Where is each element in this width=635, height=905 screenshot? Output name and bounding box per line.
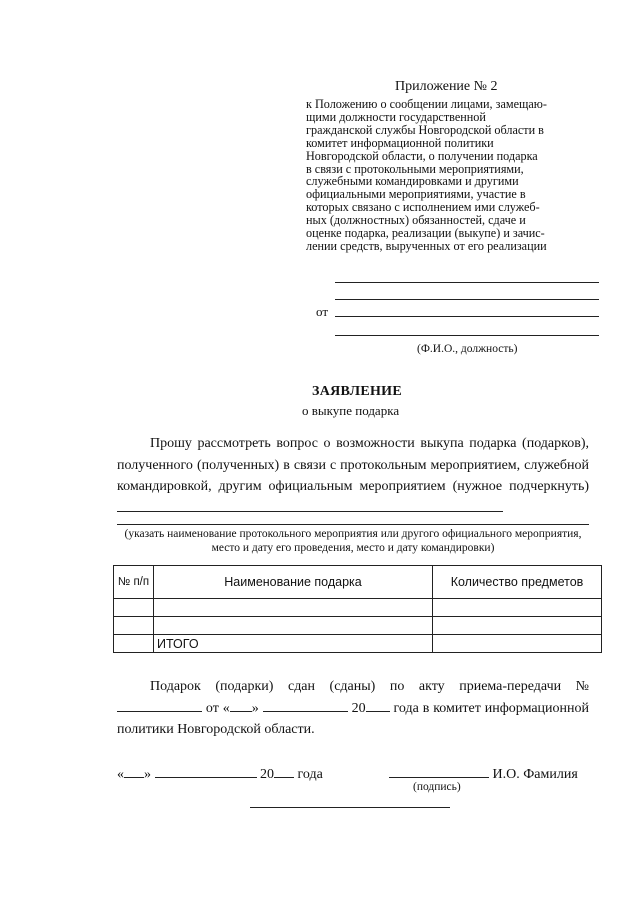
quote-open: « xyxy=(222,700,230,716)
addressee-line-3 xyxy=(335,316,599,317)
act-number-blank xyxy=(117,699,202,712)
header-gift-name: Наименование подарка xyxy=(154,566,433,599)
addressee-line-1 xyxy=(335,282,599,283)
table-cell[interactable] xyxy=(433,635,602,653)
event-blank-caption: (указать наименование протокольного мероприятия или другого официального мероприятия, место и дату его проведения, место и дату командировки) xyxy=(124,528,582,554)
table-header-row xyxy=(114,566,602,599)
event-blank-inline xyxy=(117,499,503,512)
table-row xyxy=(114,617,602,635)
event-blank-line xyxy=(117,524,589,525)
quote-close: » xyxy=(144,767,151,782)
table-cell[interactable] xyxy=(154,599,433,617)
day-blank xyxy=(124,765,144,778)
addressee-line-4 xyxy=(335,335,599,336)
quote-open: « xyxy=(117,767,124,782)
handover-paragraph xyxy=(117,676,589,741)
year-blank xyxy=(366,699,390,712)
header-quantity: Количество предметов xyxy=(433,566,602,599)
table-cell[interactable] xyxy=(154,617,433,635)
table-row xyxy=(114,599,602,617)
month-blank xyxy=(263,699,348,712)
signing-date xyxy=(117,765,323,783)
year-suffix: года xyxy=(297,767,323,782)
year-prefix: 20 xyxy=(351,700,366,716)
signature-caption: (подпись) xyxy=(413,781,461,793)
table-cell[interactable] xyxy=(433,617,602,635)
statement-subtitle: о выкупе подарка xyxy=(302,403,400,418)
month-blank xyxy=(155,765,257,778)
table-cell[interactable] xyxy=(114,635,154,653)
handover-text-end: года в комитет информационной политики Новгородской области. xyxy=(117,700,590,737)
year-blank xyxy=(274,765,294,778)
quote-close: » xyxy=(251,700,259,716)
day-blank xyxy=(230,699,252,712)
gifts-table xyxy=(113,565,602,653)
request-paragraph xyxy=(117,433,589,519)
from-label: от xyxy=(316,304,329,319)
signer-name: И.О. Фамилия xyxy=(492,767,578,782)
fio-caption: (Ф.И.О., должность) xyxy=(417,343,518,355)
appendix-title: Приложение № 2 xyxy=(395,79,498,94)
table-cell[interactable] xyxy=(114,599,154,617)
table-cell[interactable] xyxy=(114,617,154,635)
from-word: от xyxy=(205,700,219,716)
request-text: Прошу рассмотреть вопрос о возможности выкупа подарка (подарков), полученного (полученных) в связи с протокольным мероприятием, служебной командировкой, другим официальным мероприятием (нужное подчеркнуть) xyxy=(117,436,589,494)
total-label: ИТОГО xyxy=(154,635,433,653)
appendix-reference-text: к Положению о сообщении лицами, замещаю- щими должности государственной гражданской службы Новгородской области в комитет информационной политики Новгородской области, о получении подарка в связи с протокольными мероприятиями, служебными командировками и другими официальными мероприятиями, участие в которых связано с исполнением ими служеб- ных (должностных) обязанностей, сдаче и оценке подарка, реализации (выкупе) и зачис- лении средств, вырученных от его реализации xyxy=(306,97,547,253)
statement-title: ЗАЯВЛЕНИЕ xyxy=(312,384,403,399)
table-cell[interactable] xyxy=(433,599,602,617)
addressee-line-2 xyxy=(335,299,599,300)
year-prefix: 20 xyxy=(260,767,274,782)
signature-blank xyxy=(389,765,489,778)
handover-text: Подарок (подарки) сдан (сданы) по акту приема-передачи № xyxy=(150,679,589,694)
bottom-blank-line xyxy=(250,807,450,808)
header-number: № п/п xyxy=(114,566,154,599)
table-total-row xyxy=(114,635,602,653)
